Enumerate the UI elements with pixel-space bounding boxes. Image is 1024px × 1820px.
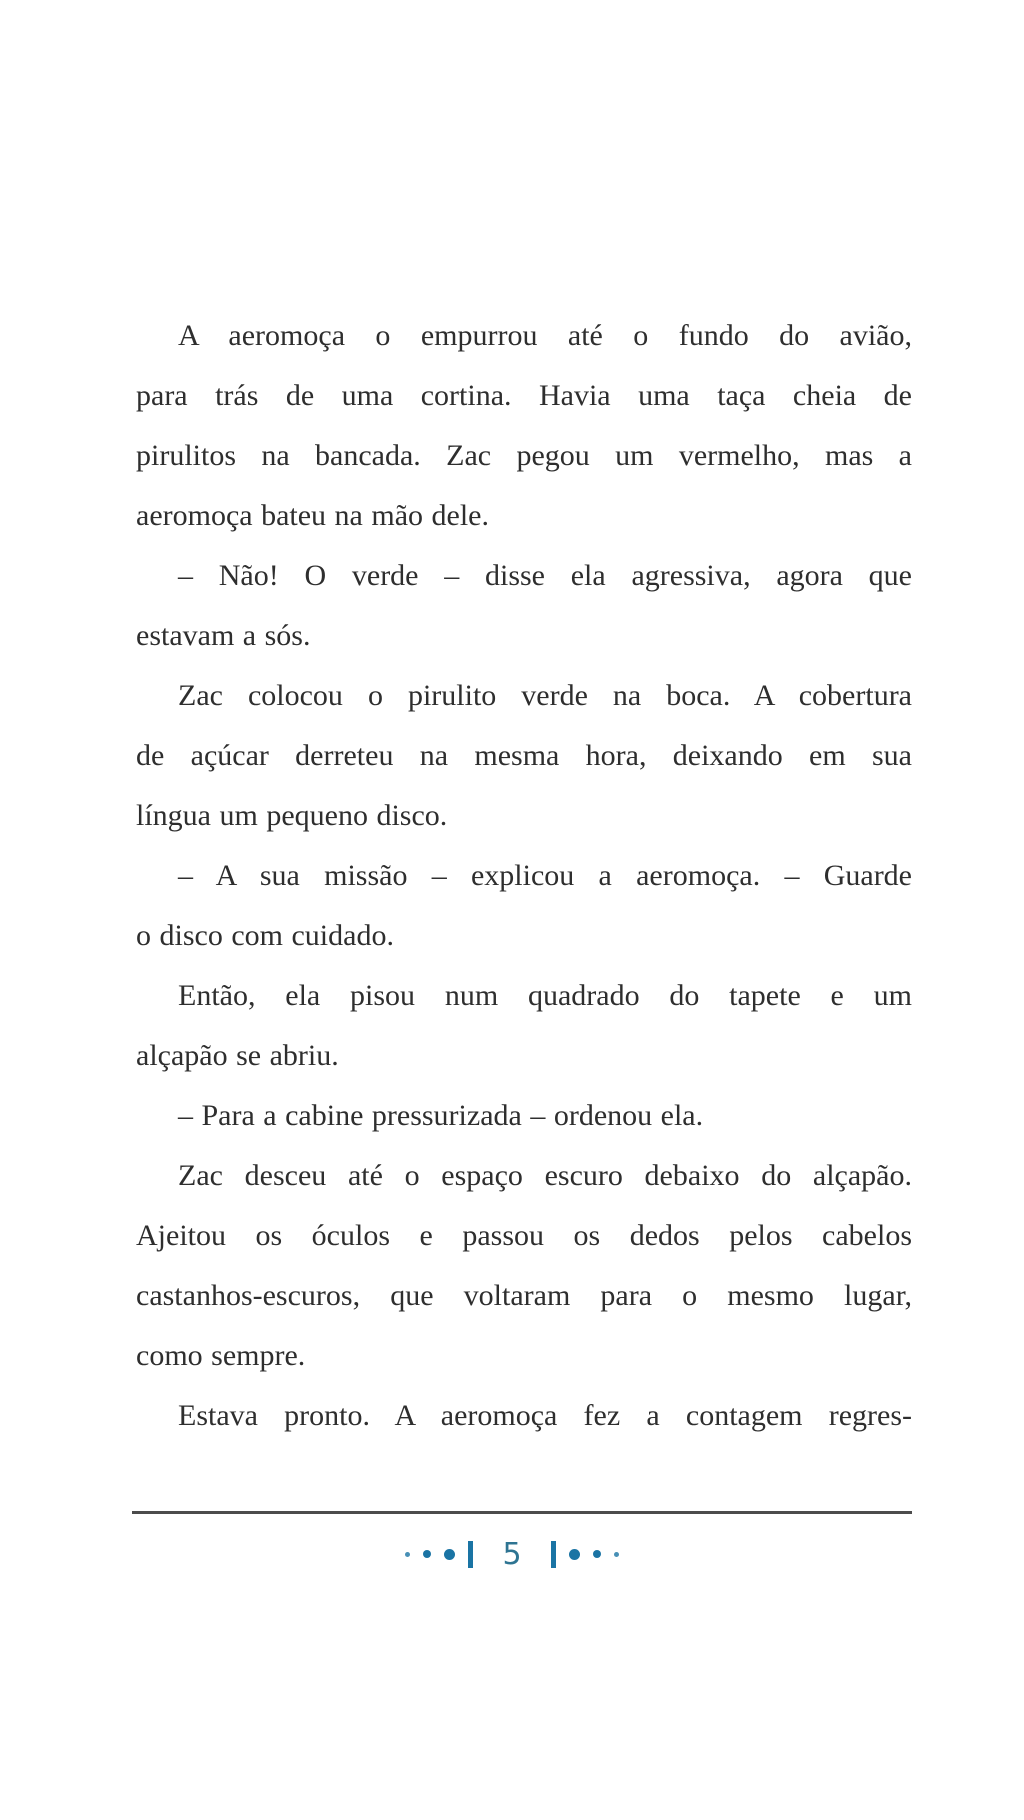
- paragraph: [136, 306, 912, 546]
- footer-rule: [132, 1511, 912, 1514]
- text-line: alçapão se abriu.: [136, 1039, 339, 1072]
- ornament-bar-right-icon: [551, 1541, 556, 1568]
- ornament-dot-small-left-icon: [405, 1552, 410, 1557]
- text-line: língua um pequeno disco.: [136, 799, 448, 832]
- text-line: castanhos-escuros, que voltaram para o mesmo lugar,: [136, 1279, 912, 1312]
- paragraph: [136, 1086, 912, 1146]
- ornament-bar-left-icon: [468, 1541, 473, 1568]
- paragraph: [136, 546, 912, 666]
- body-text: [136, 306, 912, 1446]
- paragraph: [136, 1386, 912, 1446]
- text-line: Ajeitou os óculos e passou os dedos pelos cabelos: [136, 1219, 912, 1252]
- text-line: pirulitos na bancada. Zac pegou um vermelho, mas a: [136, 439, 912, 472]
- page-number: 5: [502, 1536, 522, 1572]
- ornament-dot-medium-right-icon: [593, 1550, 601, 1558]
- text-line: – A sua missão – explicou a aeromoça. – Guarde: [178, 859, 912, 892]
- paragraph: [136, 846, 912, 966]
- text-line: para trás de uma cortina. Havia uma taça cheia de: [136, 379, 912, 412]
- text-line: A aeromoça o empurrou até o fundo do avião,: [178, 319, 912, 352]
- text-line: – Não! O verde – disse ela agressiva, agora que: [178, 559, 912, 592]
- text-line: Zac desceu até o espaço escuro debaixo do alçapão.: [178, 1159, 912, 1192]
- text-line: como sempre.: [136, 1339, 306, 1372]
- text-line: aeromoça bateu na mão dele.: [136, 499, 489, 532]
- paragraph: [136, 966, 912, 1086]
- text-line: Zac colocou o pirulito verde na boca. A cobertura: [178, 679, 912, 712]
- text-line: estavam a sós.: [136, 619, 311, 652]
- text-line: o disco com cuidado.: [136, 919, 394, 952]
- paragraph: [136, 1146, 912, 1386]
- text-line: Estava pronto. A aeromoça fez a contagem regres-: [178, 1399, 912, 1432]
- paragraph: [136, 666, 912, 846]
- ornament-dot-medium-left-icon: [423, 1550, 431, 1558]
- text-line: Então, ela pisou num quadrado do tapete e um: [178, 979, 912, 1012]
- page-footer: [0, 1537, 1024, 1571]
- ornament-dot-small-right-icon: [614, 1552, 619, 1557]
- ornament-dot-large-left-icon: [444, 1549, 455, 1560]
- ornament-dot-large-right-icon: [569, 1549, 580, 1560]
- text-line: – Para a cabine pressurizada – ordenou ela.: [178, 1099, 704, 1132]
- text-line: de açúcar derreteu na mesma hora, deixando em sua: [136, 739, 912, 772]
